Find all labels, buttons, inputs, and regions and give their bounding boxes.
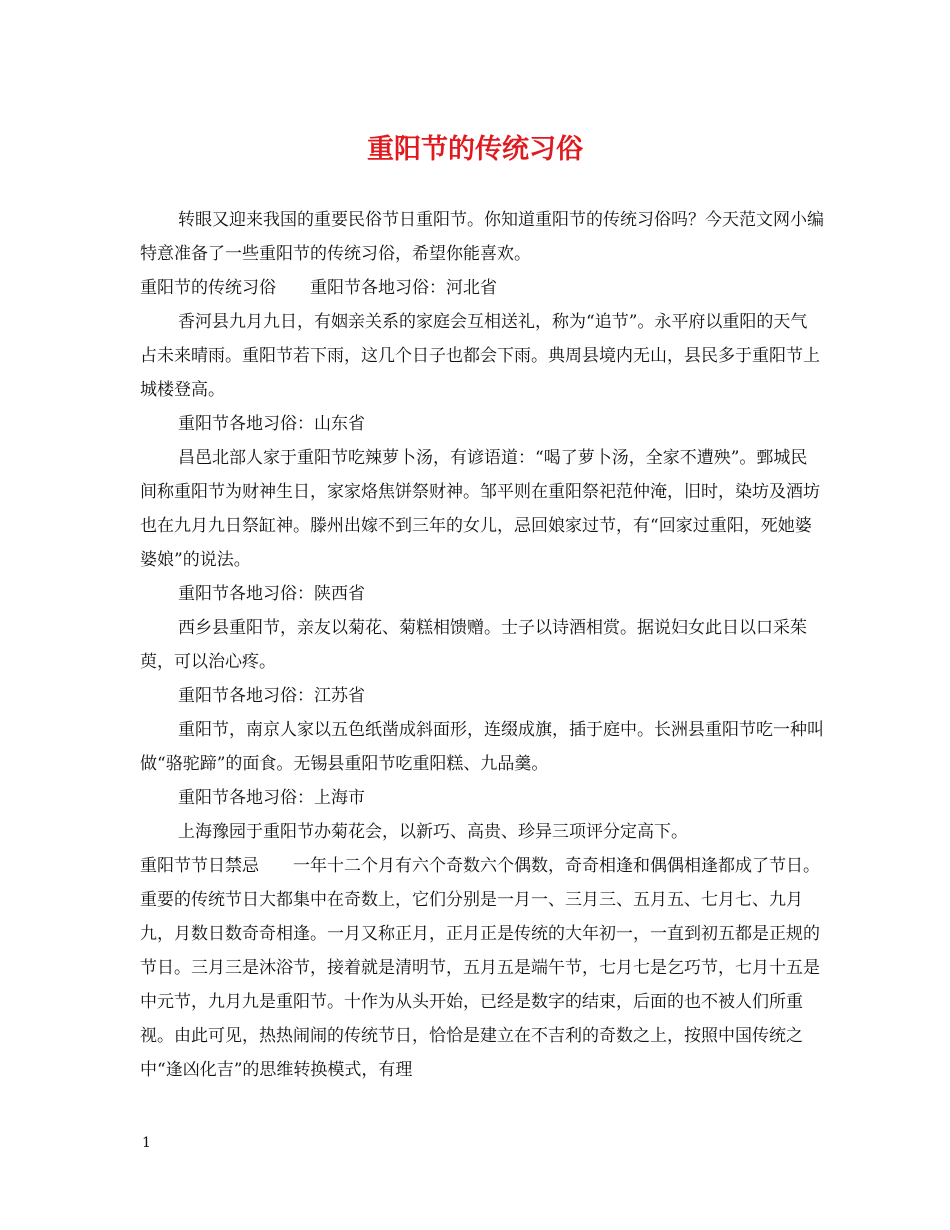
paragraph-jiangsu: 重阳节，南京人家以五色纸凿成斜面形，连缀成旗，插于庭中。长洲县重阳节吃一种叫做“骆驼蹄”的面食。无锡县重阳节吃重阳糕、九品羹。	[140, 720, 824, 774]
section-label-taboo: 重阳节节日禁忌	[140, 856, 259, 876]
paragraph-hebei: 香河县九月九日，有姻亲关系的家庭会互相送礼，称为“追节”。永平府以重阳的天气占未来晴雨。重阳节若下雨，这几个日子也都会下雨。典周县境内无山，县民多于重阳节上城楼登高。	[140, 312, 820, 400]
page-number: 1	[142, 1135, 151, 1151]
paragraph-shandong: 昌邑北部人家于重阳节吃辣萝卜汤，有谚语道：“喝了萝卜汤，全家不遭殃”。鄄城民间称重阳节为财神生日，家家烙焦饼祭财神。邹平则在重阳祭祀范仲淹，旧时，染坊及酒坊也在九月九日祭缸神。滕州出嫁不到三年的女儿，忌回娘家过节，有“回家过重阳，死她婆婆娘”的说法。	[140, 448, 820, 570]
section-heading-shanghai: 重阳节各地习俗：上海市	[178, 788, 365, 808]
section-label: 重阳节的传统习俗	[140, 278, 276, 298]
section-heading-hebei: 重阳节各地习俗：河北省	[310, 278, 497, 298]
section-line-hebei	[140, 271, 824, 305]
paragraph-shanghai: 上海豫园于重阳节办菊花会，以新巧、高贵、珍异三项评分定高下。	[178, 822, 688, 842]
taboo-text: 一年十二个月有六个奇数六个偶数，奇奇相逢和偶偶相逢都成了节日。重要的传统节日大都集中在奇数上，它们分别是一月一、三月三、五月五、七月七、九月九，月数日数奇奇相逢。一月又称正月，正月正是传统的大年初一，一直到初五都是正规的节日。三月三是沐浴节，接着就是清明节，五月五是端午节，七月七是乞巧节，七月十五是中元节，九月九是重阳节。十作为从头开始，已经是数字的结束，后面的也不被人们所重视。由此可见，热热闹闹的传统节日，恰恰是建立在不吉利的奇数之上，按照中国传统之中“逢凶化吉”的思维转换模式，有理	[140, 856, 820, 1080]
paragraph-shaanxi: 西乡县重阳节，亲友以菊花、菊糕相馈赠。士子以诗酒相赏。据说妇女此日以口采茱萸，可以治心疼。	[140, 618, 807, 672]
paragraph-taboo	[140, 849, 824, 1087]
document-body	[140, 203, 824, 1087]
intro-paragraph: 转眼又迎来我国的重要民俗节日重阳节。你知道重阳节的传统习俗吗？今天范文网小编特意准备了一些重阳节的传统习俗，希望你能喜欢。	[140, 210, 824, 264]
section-heading-shaanxi: 重阳节各地习俗：陕西省	[178, 584, 365, 604]
document-title: 重阳节的传统习俗	[367, 134, 583, 165]
section-heading-shandong: 重阳节各地习俗：山东省	[178, 414, 365, 434]
section-heading-jiangsu: 重阳节各地习俗：江苏省	[178, 686, 365, 706]
